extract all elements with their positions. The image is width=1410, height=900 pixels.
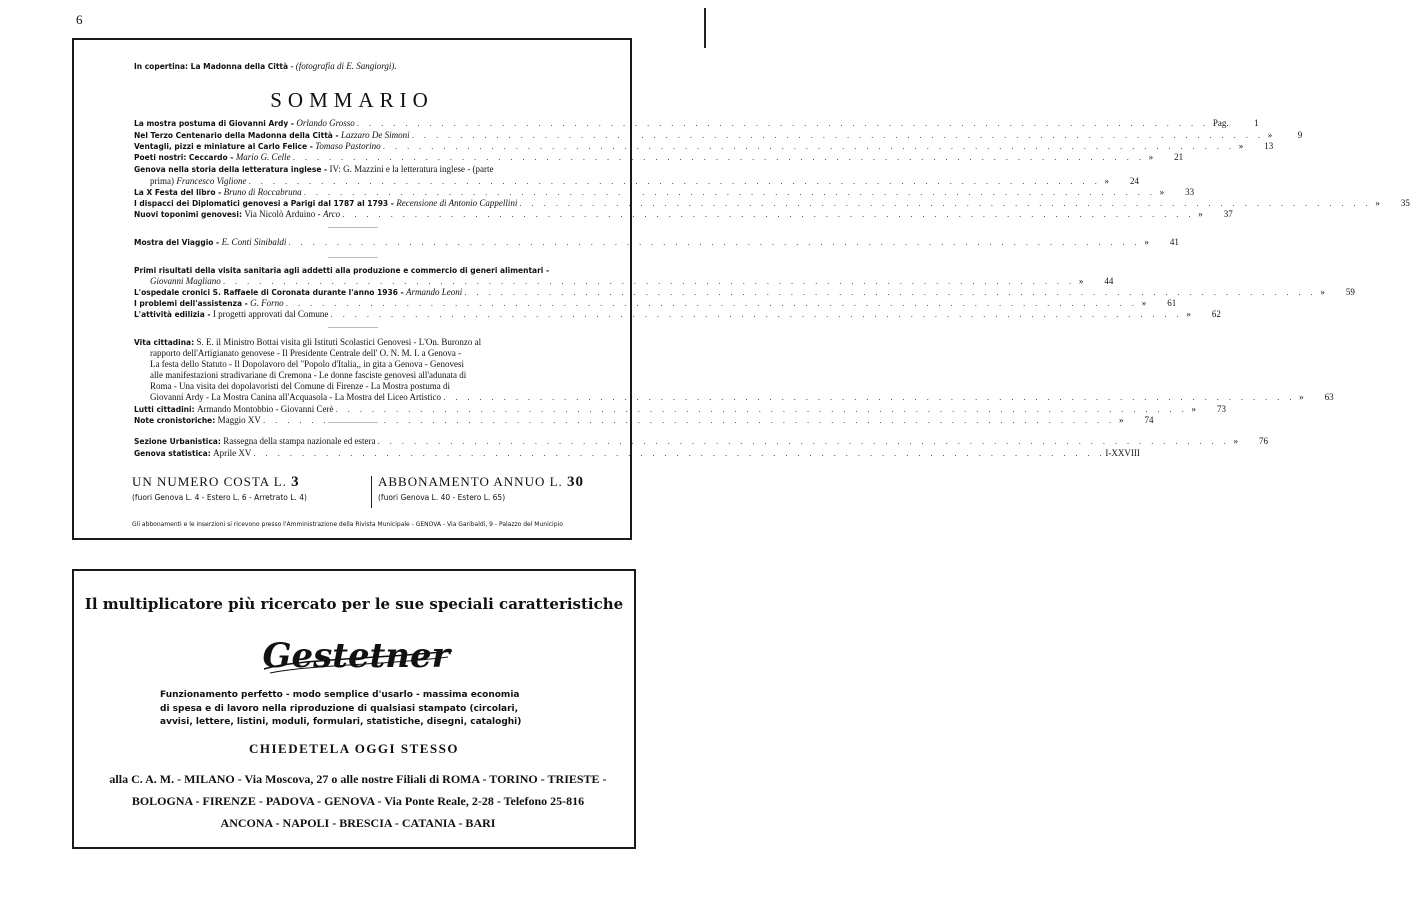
leader-dots (342, 209, 1194, 220)
contents-entry (134, 359, 600, 370)
entry-page: 44 (1104, 276, 1114, 286)
cover-label: In copertina: La Madonna della Città (134, 62, 289, 71)
entry-text (134, 404, 333, 415)
entry-page: 74 (1144, 415, 1154, 425)
entry-subtitle: Rassegna della stampa nazionale ed estera (223, 436, 376, 446)
entry-page: 76 (1259, 436, 1269, 446)
contents-entry (134, 392, 1334, 403)
leader-dots (464, 287, 1316, 298)
contents-entry (134, 118, 1259, 129)
entry-author: Arco (322, 209, 341, 219)
cover-credit: - (fotografia di E. Sangiorgi). (290, 61, 397, 71)
entry-page: 73 (1217, 404, 1227, 414)
entry-title: La X Festa del libro - (134, 187, 222, 197)
entry-author: Giovanni Magliano (150, 276, 221, 286)
leader-dots (330, 309, 1182, 320)
entry-title: Mostra del Viaggio - (134, 237, 220, 247)
page-number: 6 (76, 12, 83, 27)
contents-entry (134, 348, 600, 359)
entry-title: L'attività edilizia - (134, 310, 211, 319)
entry-author: Orlando Grosso (296, 118, 355, 128)
entry-title: Ventagli, pizzi e miniature al Carlo Felice - (134, 142, 313, 151)
ad-brand: Gestetner (262, 636, 450, 676)
page-prefix: » (1104, 175, 1110, 186)
leader-dots (357, 118, 1209, 129)
entry-text (134, 237, 286, 248)
entry-title: Nuovi toponimi genovesi: (134, 210, 242, 219)
entry-title: Genova nella storia della letteratura inglese - (134, 165, 328, 174)
entry-subtitle: alle manifestazioni stradivariane di Cremona - Le donne fasciste genovesi all'adunata di (150, 370, 467, 380)
page-prefix: » (1186, 309, 1191, 319)
contents-entry (134, 175, 1140, 187)
entry-page: I-XXVIII (1105, 448, 1140, 458)
separator (328, 327, 378, 328)
entry-text (134, 176, 246, 187)
page-edge-mark (704, 8, 706, 48)
entry-page: 61 (1167, 298, 1177, 308)
entry-author: G. Forno (250, 298, 284, 308)
ad-headline: Il multiplicatore più ricercato per le sue speciali caratteristiche (84, 595, 624, 613)
contents-entry (134, 152, 1184, 163)
contents-entry (134, 436, 1269, 447)
entry-text (134, 164, 494, 175)
entry-text (134, 370, 466, 381)
entry-author: E. Conti Sinibaldi (221, 236, 287, 247)
entry-subtitle: Aprile XV (213, 448, 252, 458)
entry-title: Poeti nostri: Ceccardo - (134, 153, 234, 162)
entry-subtitle: Armando Montobbio - Giovanni Cerè (196, 404, 334, 414)
contents-entry (134, 141, 1274, 152)
entry-text (134, 415, 261, 426)
entry-text (134, 298, 284, 309)
leader-dots (288, 237, 1140, 248)
single-price-value: 3 (291, 474, 300, 490)
leader-dots (286, 298, 1138, 309)
sommario-title: SOMMARIO (270, 88, 434, 112)
entry-author: Recensione di Antonio Cappellini (396, 197, 518, 208)
entry-page: 21 (1174, 152, 1184, 162)
contents-entry (134, 337, 600, 348)
contents-entry (134, 129, 1303, 141)
entry-text (134, 209, 340, 220)
contents-entry (134, 404, 1227, 415)
entry-author: Mario G. Celle (235, 152, 291, 162)
contents-entry (134, 186, 1195, 198)
entry-text (134, 118, 355, 129)
leader-dots (253, 448, 1105, 459)
entry-title: Nel Terzo Centenario della Madonna della Città - (134, 130, 339, 140)
footer-note: Gli abbonamenti e le inserzioni si ricevono presso l'Amministrazione della Rivista Municipale - GENOVA - Via Garibaldi, 9 - Palazzo del Municipio (132, 521, 563, 528)
entry-subtitle: Roma - Una visita dei dopolavoristi del Comune di Firenze - La Mostra postuma di (150, 381, 450, 391)
entry-subtitle: prima) (150, 175, 174, 186)
contents-entry (134, 381, 600, 392)
separator (328, 422, 378, 423)
ad-branches (108, 768, 608, 834)
contents-entry (134, 265, 600, 276)
entry-text (134, 392, 441, 403)
page-prefix: » (1198, 209, 1203, 219)
entry-subtitle: Giovanni Ardy - La Mostra Canina all'Acquasola - La Mostra del Liceo Artistico (150, 392, 442, 402)
entry-text (134, 448, 251, 459)
entry-subtitle: Via Nicolò Arduino - (244, 209, 321, 219)
entry-page: 9 (1297, 129, 1303, 140)
contents-entry (134, 287, 1355, 298)
contents-entry (134, 370, 600, 381)
contents-entry (134, 298, 1177, 309)
contents-entry (134, 164, 600, 175)
entry-text (134, 152, 291, 163)
entry-subtitle: S. E. il Ministro Bottai visita gli Istituti Scolastici Genovesi - L'On. Buronzo al (196, 337, 482, 347)
entry-text (134, 381, 450, 392)
entry-subtitle: I progetti approvati dal Comune (212, 309, 329, 319)
entry-author: Lazzaro De Simoni (340, 129, 410, 140)
entry-subtitle: La festa dello Statuto - Il Dopolavoro del "Popolo d'Italia,, in gita a Genova - Genovesi (150, 359, 464, 369)
price-row (132, 474, 602, 510)
single-price-label: UN NUMERO COSTA L. (132, 474, 287, 489)
subscription-detail: (fuori Genova L. 40 - Estero L. 65) (378, 493, 506, 502)
entry-title: Lutti cittadini: (134, 405, 195, 414)
leader-dots (335, 404, 1187, 415)
entry-text (134, 348, 461, 359)
page-prefix: » (1159, 186, 1165, 197)
entry-text (134, 130, 410, 141)
entry-page: 24 (1130, 175, 1140, 186)
entry-text (134, 337, 481, 348)
entry-subtitle: rapporto dell'Artigianato genovese - Il Presidente Centrale dell' O. N. M. I. a Genova - (150, 348, 462, 358)
page-prefix: » (1267, 129, 1273, 140)
entry-title: L'ospedale cronici S. Raffaele di Coronata durante l'anno 1936 - (134, 288, 404, 297)
entry-author: Francesco Viglione (176, 175, 247, 186)
contents-entry (134, 309, 1221, 320)
leader-dots (519, 198, 1371, 209)
entry-page: 63 (1324, 392, 1334, 402)
page-prefix: » (1118, 415, 1124, 425)
entry-text (134, 436, 375, 447)
entry-text (134, 265, 549, 276)
page-prefix: » (1191, 404, 1197, 414)
cover-note (134, 61, 397, 71)
page-prefix: Pag. (1212, 118, 1229, 128)
contents-entry (134, 209, 1233, 220)
page-prefix: » (1375, 197, 1380, 208)
leader-dots (293, 152, 1145, 163)
entry-author: Armando Leoni (406, 287, 463, 297)
ad-branch-line: ANCONA - NAPOLI - BRESCIA - CATANIA - BARI (220, 816, 496, 830)
contents-entry (134, 236, 1179, 248)
ad-call-to-action: CHIEDETELA OGGI STESSO (248, 741, 459, 756)
entry-title: Primi risultati della visita sanitaria agli addetti alla produzione e commercio di generi alimentari - (134, 266, 550, 275)
ad-description-line: avvisi, lettere, listini, moduli, formulari, statistiche, disegni, cataloghi) (160, 717, 522, 727)
entry-title: La mostra postuma di Giovanni Ardy - (134, 119, 294, 128)
entry-title: I dispacci dei Diplomatici genovesi a Parigi dal 1787 al 1793 - (134, 198, 394, 208)
entry-text (134, 141, 381, 152)
contents-entry (134, 448, 1140, 459)
subscription-value: 30 (567, 474, 585, 490)
ad-description-line: Funzionamento perfetto - modo semplice d'usarlo - massima economia (160, 690, 520, 700)
entry-text (134, 287, 462, 298)
entry-text (134, 198, 517, 209)
entry-page: 13 (1264, 141, 1274, 151)
leader-dots (223, 276, 1075, 287)
contents-entry (134, 415, 1154, 426)
ad-description-line: di spesa e di lavoro nella riproduzione di qualsiasi stampato (circolari, (160, 703, 519, 714)
leader-dots (412, 130, 1264, 141)
ad-branch-line: BOLOGNA - FIRENZE - PADOVA - GENOVA - Via Ponte Reale, 2-28 - Telefono 25-816 (131, 794, 585, 808)
contents-box (72, 38, 1410, 540)
page-prefix: » (1141, 298, 1147, 308)
entry-subtitle: Maggio XV (217, 415, 261, 425)
entry-author: Tomaso Pastorino (315, 141, 381, 151)
ad-description (160, 689, 570, 730)
page-prefix: » (1148, 152, 1154, 162)
entry-text (134, 309, 328, 320)
contents-entry (134, 276, 1114, 287)
leader-dots (383, 141, 1235, 152)
separator (328, 227, 378, 228)
page-prefix: » (1233, 436, 1239, 446)
single-price-detail: (fuori Genova L. 4 - Estero L. 6 - Arretrato L. 4) (132, 493, 307, 502)
leader-dots (377, 436, 1229, 447)
entry-page: 37 (1223, 209, 1233, 219)
entry-text (134, 187, 302, 198)
page-prefix: » (1320, 287, 1325, 297)
page-prefix: » (1299, 392, 1304, 402)
advertisement-box (72, 569, 636, 849)
entry-page: 33 (1185, 186, 1195, 197)
entry-text (134, 276, 221, 287)
single-issue-price (132, 474, 368, 502)
page-prefix: » (1078, 276, 1084, 286)
entry-title: Vita cittadina: (134, 338, 195, 347)
separator (328, 257, 378, 258)
entry-page: 62 (1211, 309, 1221, 319)
ad-branch-line: alla C. A. M. - MILANO - Via Moscova, 27 o alle nostre Filiali di ROMA - TORINO - TRIESTE - (109, 772, 607, 786)
leader-dots (248, 176, 1100, 187)
entry-page: 41 (1169, 236, 1179, 247)
price-divider (371, 476, 372, 508)
contents-entry (134, 197, 1410, 209)
leader-dots (443, 392, 1295, 403)
subscription-label: ABBONAMENTO ANNUO L. (378, 474, 563, 489)
entry-title: Sezione Urbanistica: (134, 437, 221, 446)
leader-dots (304, 187, 1156, 198)
subscription-price (378, 474, 606, 502)
entry-subtitle: IV: G. Mazzini e la letteratura inglese - (parte (329, 164, 494, 174)
page-prefix: » (1144, 236, 1149, 247)
entry-title: Genova statistica: (134, 449, 211, 458)
page-prefix: » (1238, 141, 1244, 151)
entry-text (134, 359, 464, 370)
entry-page: 59 (1345, 287, 1355, 297)
leader-dots (263, 415, 1115, 426)
entry-page: 35 (1400, 197, 1410, 208)
gestetner-logo (256, 629, 456, 691)
entry-page: 1 (1254, 118, 1259, 128)
entry-author: Bruno di Roccabruna (223, 186, 302, 197)
entry-title: Note cronistoriche: (134, 416, 216, 425)
entry-title: I problemi dell'assistenza - (134, 299, 248, 308)
